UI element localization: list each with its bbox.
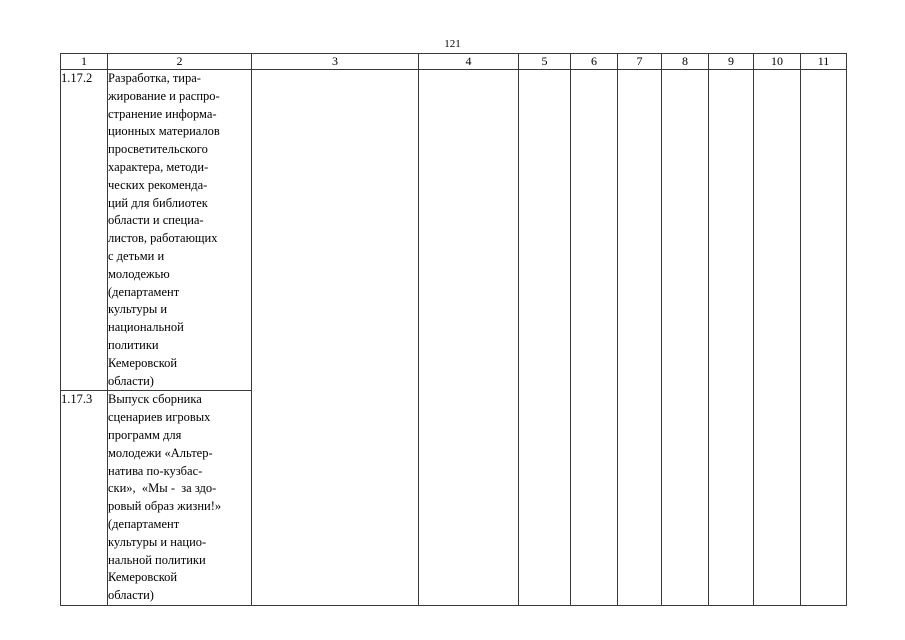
plan-table (60, 53, 847, 606)
column-header-1: 1 (61, 54, 108, 70)
row-number: 1.17.2 (61, 70, 108, 391)
empty-cell-col-6 (571, 70, 618, 606)
page-number: 121 (444, 38, 461, 50)
column-number-row (61, 54, 847, 70)
empty-cell-col-8 (662, 70, 709, 606)
column-header-9: 9 (709, 54, 754, 70)
column-header-11: 11 (801, 54, 847, 70)
empty-cell-col-9 (709, 70, 754, 606)
empty-cell-col-5 (519, 70, 571, 606)
column-header-8: 8 (662, 54, 709, 70)
empty-cell-col-3 (252, 70, 419, 606)
row-number: 1.17.3 (61, 391, 108, 606)
column-header-3: 3 (252, 54, 419, 70)
measure-description: Выпуск сборника сценариев игровых программ для молодежи «Альтер- натива по-кузбас- ски», «Мы - за здо- ровый образ жизни!» (департамент культуры и нацио- нальной политики Кемеровской области) (108, 391, 252, 606)
empty-cell-col-10 (754, 70, 801, 606)
column-header-10: 10 (754, 54, 801, 70)
empty-cell-col-4 (419, 70, 519, 606)
column-header-7: 7 (618, 54, 662, 70)
column-header-6: 6 (571, 54, 618, 70)
empty-cell-col-11 (801, 70, 847, 606)
column-header-2: 2 (108, 54, 252, 70)
empty-cell-col-7 (618, 70, 662, 606)
table-row (61, 70, 847, 391)
column-header-5: 5 (519, 54, 571, 70)
column-header-4: 4 (419, 54, 519, 70)
measure-description: Разработка, тира- жирование и распро- странение информа- ционных материалов просветительского характера, методи- ческих рекоменда- ций для библиотек области и специа- листов, работающих с детьми и молодежью (департамент культуры и национальной политики Кемеровской области) (108, 70, 252, 391)
